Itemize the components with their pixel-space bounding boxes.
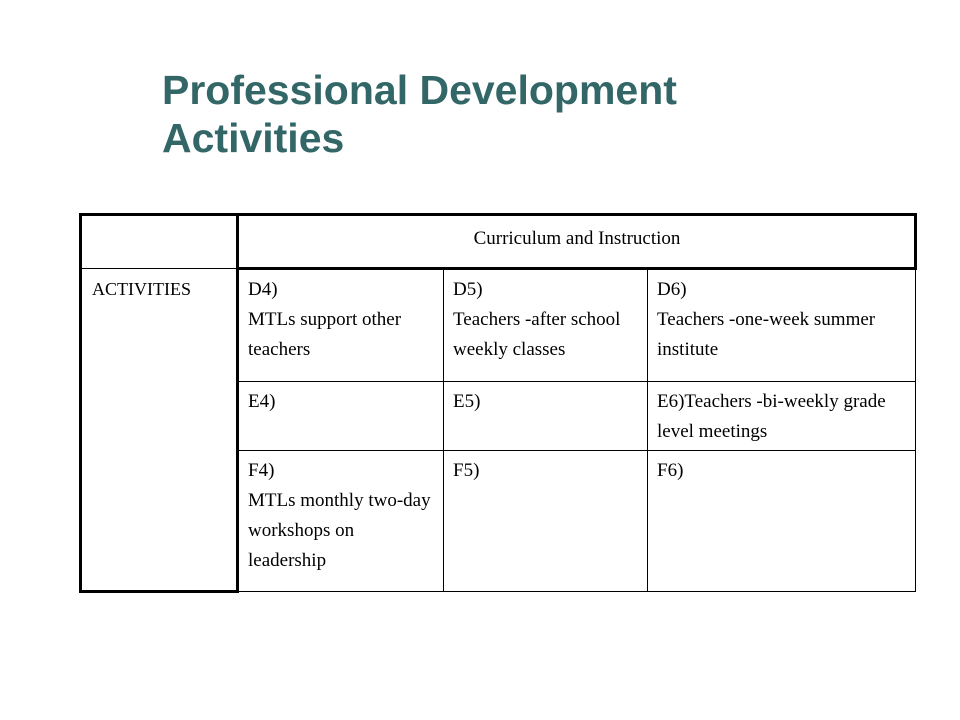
table-cell-e5: E5): [444, 382, 648, 451]
table-cell-d4: D4) MTLs support other teachers: [238, 269, 444, 382]
table-row: [81, 269, 916, 382]
table-cell-f4: F4) MTLs monthly two-day workshops on leadership: [238, 451, 444, 592]
slide-title-line-2: Activities: [162, 115, 345, 161]
slide-title: [162, 66, 922, 162]
table-corner-cell: [81, 215, 238, 269]
table-cell-f6: F6): [648, 451, 916, 592]
slide-title-line-1: Professional Development: [162, 67, 677, 113]
activities-table: [79, 213, 917, 593]
table-cell-d5: D5) Teachers -after school weekly classes: [444, 269, 648, 382]
table-cell-e6: E6)Teachers -bi-weekly grade level meetings: [648, 382, 916, 451]
row-label-cell: ACTIVITIES: [81, 269, 238, 592]
table-cell-f5: F5): [444, 451, 648, 592]
table-cell-e4: E4): [238, 382, 444, 451]
table-header-row: [81, 215, 916, 269]
table-cell-d6: D6) Teachers -one-week summer institute: [648, 269, 916, 382]
table-header-cell: Curriculum and Instruction: [238, 215, 916, 269]
